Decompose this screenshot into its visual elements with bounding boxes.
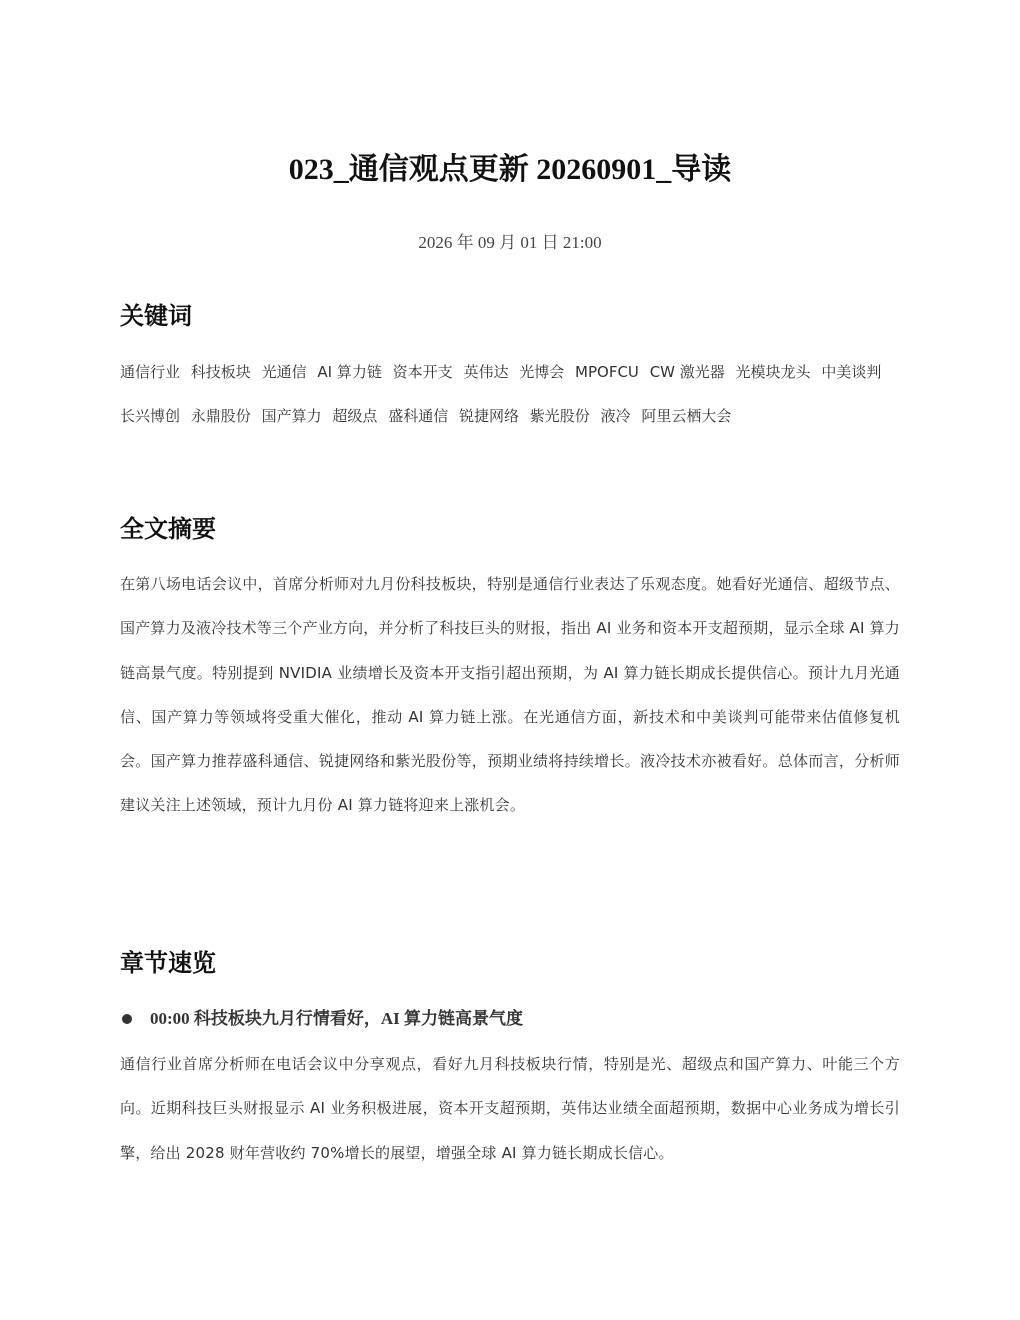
keyword: 资本开支 <box>392 363 453 381</box>
keyword: 光模块龙头 <box>735 363 811 381</box>
chapter-item <box>120 1005 900 1033</box>
keyword: CW 激光器 <box>649 363 725 381</box>
keyword: 锐捷网络 <box>458 407 519 425</box>
summary-heading: 全文摘要 <box>120 515 216 543</box>
chapter-title: 00:00 科技板块九月行情看好，AI 算力链高景气度 <box>150 1009 524 1028</box>
keyword: MPOFCU <box>575 363 639 381</box>
keyword: 永鼎股份 <box>190 407 251 425</box>
chapters-heading: 章节速览 <box>120 949 216 977</box>
keyword: 紫光股份 <box>529 407 590 425</box>
keyword: 液冷 <box>600 407 631 425</box>
keyword: 光通信 <box>261 363 307 381</box>
keyword: 通信行业 <box>120 363 181 381</box>
keyword: 长兴博创 <box>120 407 181 425</box>
keywords-list <box>120 350 900 438</box>
keyword: AI 算力链 <box>317 363 382 381</box>
keyword: 阿里云栖大会 <box>641 407 732 425</box>
keyword: 英伟达 <box>463 363 509 381</box>
chapter-text: 通信行业首席分析师在电话会议中分享观点，看好九月科技板块行情，特别是光、超级点和国产算力、叶能三个方向。近期科技巨头财报显示 AI 业务积极进展，资本开支超预期，英伟达业绩全面超预期，数据中心业务成为增长引擎，给出 2028 财年营收约 70%增长的展望，增强全球 AI 算力链长期成长信心。 <box>120 1055 900 1162</box>
keyword: 盛科通信 <box>388 407 449 425</box>
keyword: 国产算力 <box>261 407 322 425</box>
keyword: 科技板块 <box>190 363 251 381</box>
summary-text: 在第八场电话会议中，首席分析师对九月份科技板块，特别是通信行业表达了乐观态度。她看好光通信、超级节点、国产算力及液冷技术等三个产业方向，并分析了科技巨头的财报，指出 AI 业务和资本开支超预期，显示全球 AI 算力链高景气度。特别提到 NVIDIA 业绩增长及资本开支指引超出预期，为 AI 算力链长期成长提供信心。预计九月光通信、国产算力等领域将受重大催化，推动 AI 算力链上涨。在光通信方面，新技术和中美谈判可能带来估值修复机会。国产算力推荐盛科通信、锐捷网络和紫光股份等，预期业绩将持续增长。液冷技术亦被看好。总体而言，分析师建议关注上述领域，预计九月份 AI 算力链将迎来上涨机会。 <box>120 575 900 815</box>
document-title: 023_通信观点更新 20260901_导读 <box>288 153 732 186</box>
keyword: 中美谈判 <box>821 363 882 381</box>
keyword: 光博会 <box>519 363 565 381</box>
keywords-heading: 关键词 <box>120 302 192 330</box>
document-date: 2026 年 09 月 01 日 21:00 <box>418 233 602 252</box>
keyword: 超级点 <box>332 407 378 425</box>
bullet-icon <box>122 1014 132 1024</box>
